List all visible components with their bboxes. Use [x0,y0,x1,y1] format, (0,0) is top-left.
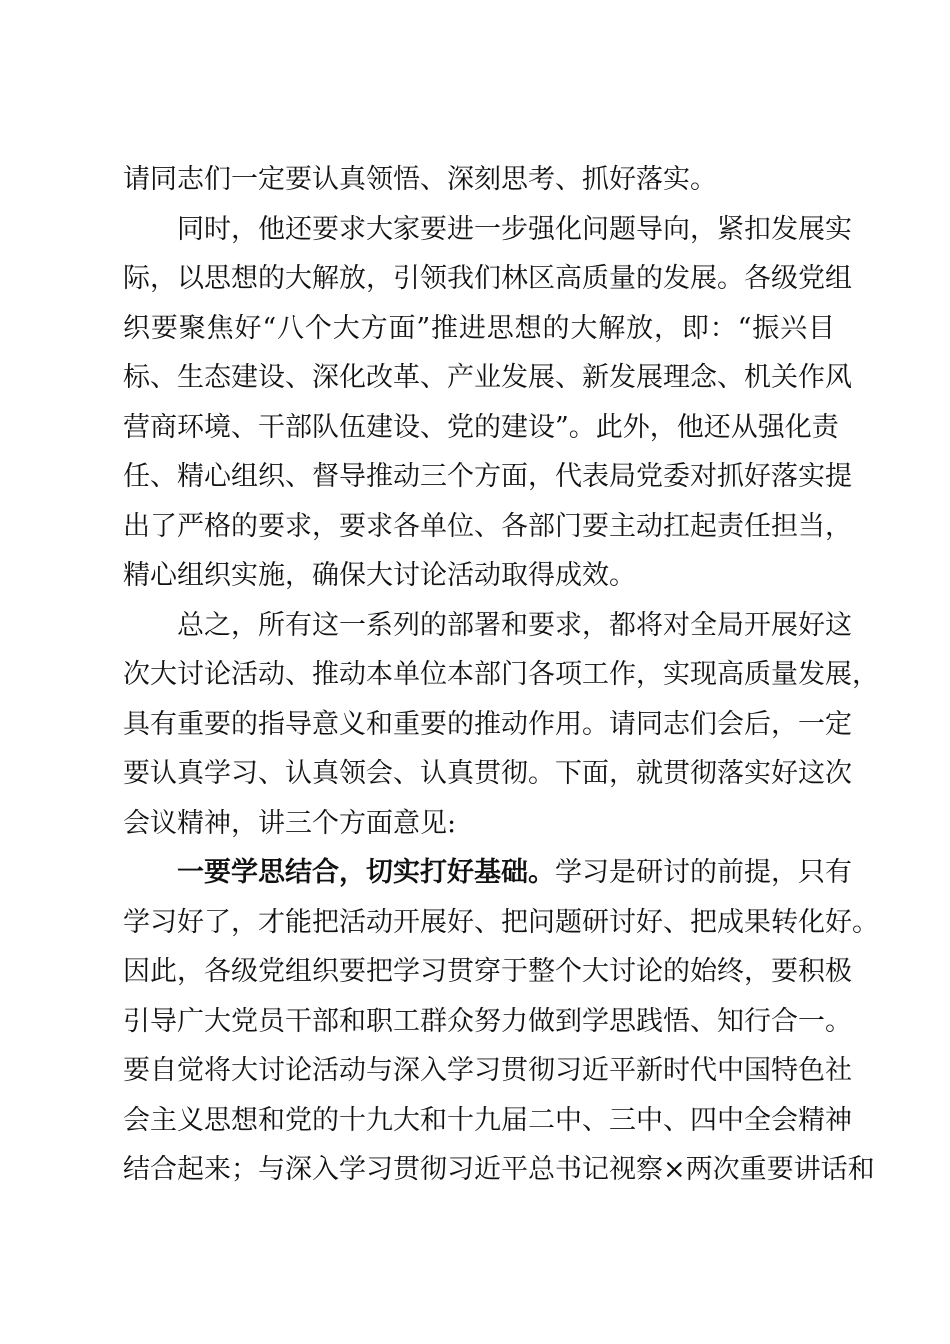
text-line: 际，以思想的大解放，引领我们林区高质量的发展。各级党组 [123,263,852,294]
text-line: 任、精心组织、督导推动三个方面，代表局党委对抓好落实提 [123,461,852,492]
paragraph-first-line: 同时，他还要求大家要进一步强化问题导向，紧扣发展实 [177,214,852,245]
paragraph-first-line: 总之，所有这一系列的部署和要求，都将对全局开展好这 [177,610,852,641]
text-line: 要自觉将大讨论活动与深入学习贯彻习近平新时代中国特色社 [123,1055,852,1086]
text-line: 精心组织实施，确保大讨论活动取得成效。 [123,560,636,591]
text-line: 会议精神，讲三个方面意见: [123,808,457,839]
text-line: 出了严格的要求，要求各单位、各部门要主动扛起责任担当， [123,511,852,542]
text-line: 学习好了，才能把活动开展好、把问题研讨好、把成果转化好。 [123,907,879,938]
text-line: 会主义思想和党的十九大和十九届二中、三中、四中全会精神 [123,1105,852,1136]
section-text: 学习是研讨的前提，只有 [555,857,852,888]
text-line: 标、生态建设、深化改革、产业发展、新发展理念、机关作风 [123,362,852,393]
text-line: 要认真学习、认真领会、认真贯彻。下面，就贯彻落实好这次 [123,758,852,789]
text-line: 织要聚焦好“八个大方面”推进思想的大解放，即：“振兴目 [123,313,835,344]
text-line: 请同志们一定要认真领悟、深刻思考、抓好落实。 [123,164,717,195]
text-line: 次大讨论活动、推动本单位本部门各项工作，实现高质量发展， [123,659,879,690]
text-line: 具有重要的指导意义和重要的推动作用。请同志们会后，一定 [123,709,852,740]
text-line: 结合起来；与深入学习贯彻习近平总书记视察×两次重要讲话和 [123,1154,875,1185]
text-line: 营商环境、干部队伍建设、党的建设”。此外，他还从强化责 [123,412,839,443]
text-line: 引导广大党员干部和职工群众努力做到学思践悟、知行合一。 [123,1006,852,1037]
section-heading-line [177,853,852,893]
section-heading: 一要学思结合，切实打好基础。 [177,857,555,888]
text-line: 因此，各级党组织要把学习贯穿于整个大讨论的始终，要积极 [123,956,852,987]
